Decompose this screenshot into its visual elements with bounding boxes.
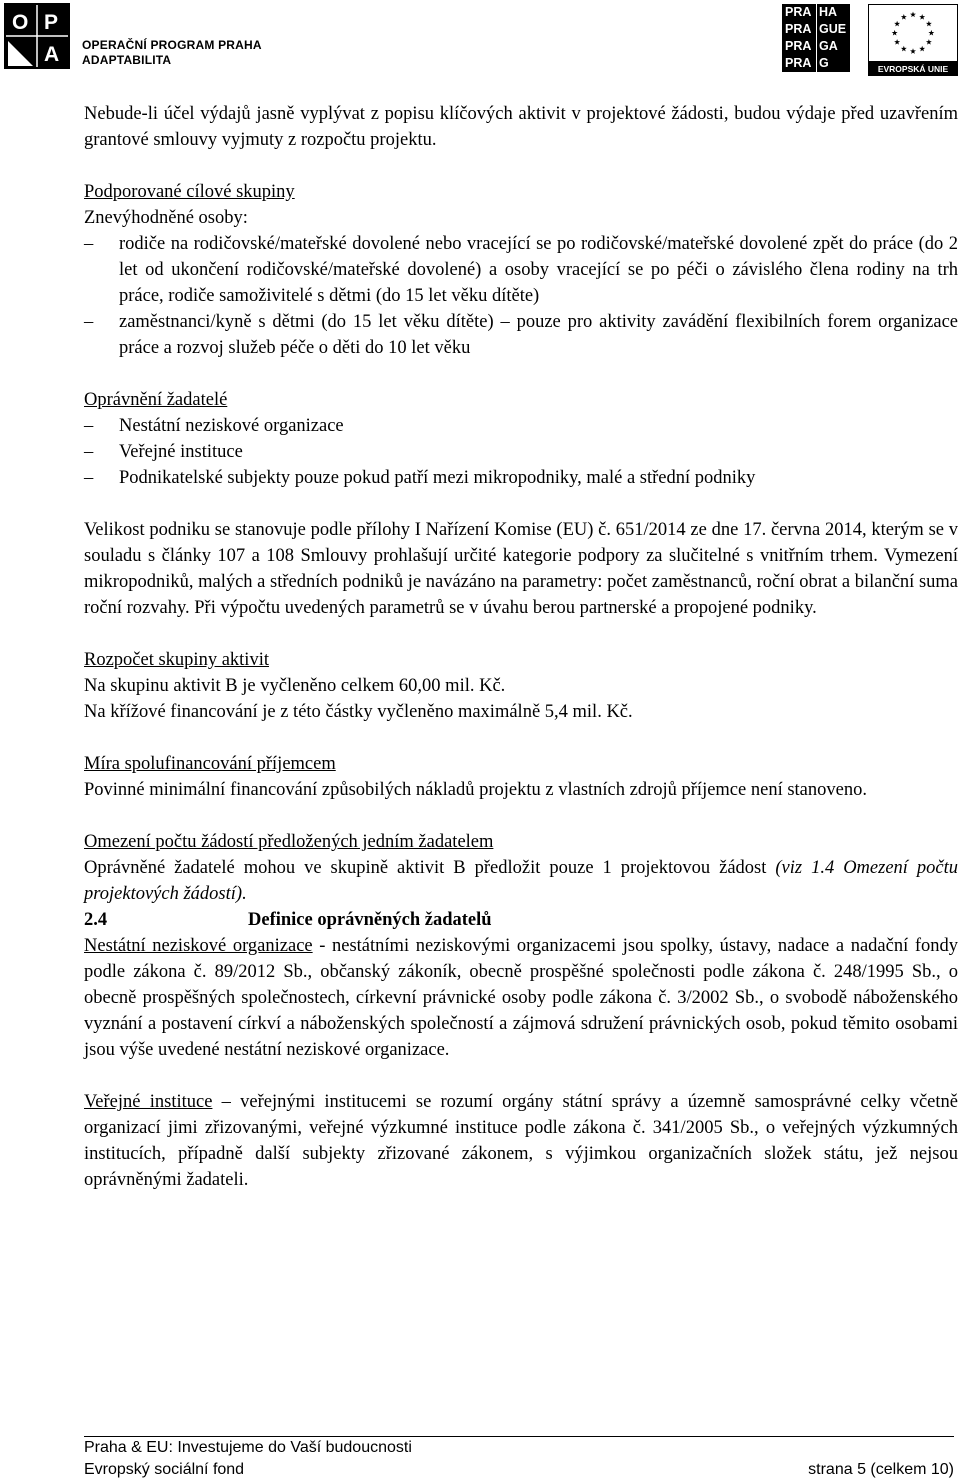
list-item: – Podnikatelské subjekty pouze pokud patří mezi mikropodniky, malé a střední podniky (84, 468, 756, 488)
footer-line-2: Evropský sociální fond (84, 1461, 245, 1478)
budget-heading: Rozpočet skupiny aktivit (84, 650, 269, 670)
ngo-term: Nestátní neziskové organizace (84, 936, 313, 956)
page-number: strana 5 (celkem 10) (808, 1461, 954, 1478)
section-heading (84, 907, 958, 933)
prague-cell: PRA (785, 56, 812, 70)
prague-cell: G (819, 56, 829, 70)
list-item: – Veřejné instituce (84, 442, 243, 462)
target-groups-heading: Podporované cílové skupiny (84, 182, 295, 202)
eu-label: EVROPSKÁ UNIE (868, 62, 958, 76)
list-item: – Nestátní neziskové organizace (84, 416, 344, 436)
list-item: – rodiče na rodičovské/mateřské dovolené nebo vracející se po rodičovské/mateřské dovolené zpět do práce (do 2 let od ukončení rodičovské/mateřské dovolené) a osoby vracející se po péči o závislého člena rodiny na trh práce, rodiče samoživitelé s dětmi (do 15 let věku dítěte) (84, 234, 958, 306)
budget-line-2: Na křížové financování je z této částky vyčleněno maximálně 5,4 mil. Kč. (84, 702, 633, 722)
page-header (0, 0, 960, 80)
applicant-item-3: Podnikatelské subjekty pouze pokud patří mezi mikropodniky, malé a střední podniky (119, 468, 756, 488)
logo-letter-4: A (44, 43, 60, 66)
cofinancing-paragraph: Povinné minimální financování způsobilých nákladů projektu z vlastních zdrojů příjemce není stanoveno. (84, 780, 867, 800)
page-footer (84, 1436, 954, 1481)
logo-letter-1: O (12, 11, 29, 34)
prague-cell: PRA (785, 5, 812, 19)
public-definition (84, 1089, 958, 1193)
prague-cell: GA (819, 39, 838, 53)
program-line-1: OPERAČNÍ PROGRAM PRAHA (82, 38, 262, 52)
ngo-definition (84, 933, 958, 1063)
applicants-heading: Oprávnění žadatelé (84, 390, 228, 410)
applicant-item-2: Veřejné instituce (119, 442, 243, 462)
public-term: Veřejné instituce (84, 1092, 213, 1112)
prague-cell: PRA (785, 39, 812, 53)
eu-logo (868, 4, 958, 74)
prague-cell: GUE (819, 22, 847, 36)
target-item-1: rodiče na rodičovské/mateřské dovolené nebo vracející se po rodičovské/mateřské dovolené zpět do práce (do 2 let od ukončení rodičovské/mateřské dovolené) a osoby vracející se po péči o závislého člena rodiny na trh práce, rodiče samoživitelé s dětmi (do 15 let věku dítěte) (119, 234, 958, 306)
paragraph-expenses: Nebude-li účel výdajů jasně vyplývat z popisu klíčových aktivit v projektové žádosti, budou výdaje před uzavřením grantové smlouvy vyjmuty z rozpočtu projektu. (84, 104, 958, 150)
section-title: Definice oprávněných žadatelů (248, 910, 492, 930)
program-name (82, 38, 262, 68)
program-line-2: ADAPTABILITA (82, 53, 172, 67)
limit-reference: (viz 1.4 Omezení počtu projektových žádostí). (84, 858, 959, 904)
opp-logo (4, 3, 70, 69)
limit-text: Oprávněné žadatelé mohou ve skupině aktivit B předložit pouze 1 projektovou žádost (84, 858, 767, 878)
cofinancing-heading: Míra spolufinancování příjemcem (84, 754, 336, 774)
limit-heading: Omezení počtu žádostí předložených jedním žadatelem (84, 832, 494, 852)
footer-line-1: Praha & EU: Investujeme do Vaší budoucnosti (84, 1439, 412, 1456)
document-body (84, 101, 958, 1193)
applicant-item-1: Nestátní neziskové organizace (119, 416, 344, 436)
ngo-text: - nestátními neziskovými organizacemi jsou spolky, ústavy, nadace a nadační fondy podle zákona č. 89/2012 Sb., občanský zákoník, obecně prospěšné společnosti podle zákona č. 248/1995 Sb., o obecně prospěšných společnostech, církevní právnické osoby podle zákona č. 3/2002 Sb., o svobodě náboženského vyznání a postavení církví a náboženských společností a zájmová sdružení právnických osob, pokud těmito osobami jsou výše uvedené nestátní neziskové organizace. (84, 936, 958, 1060)
logo-letter-2: P (44, 11, 59, 34)
limit-paragraph (84, 855, 958, 907)
list-item: – zaměstnanci/kyně s dětmi (do 15 let věku dítěte) – pouze pro aktivity zavádění flexibilních forem organizace práce a rozvoj služeb péče o děti do 10 let věku (84, 312, 958, 358)
target-item-2: zaměstnanci/kyně s dětmi (do 15 let věku dítěte) – pouze pro aktivity zavádění flexibilních forem organizace práce a rozvoj služeb péče o děti do 10 let věku (119, 312, 958, 358)
prague-cell: HA (819, 5, 838, 19)
eu-flag-icon (868, 4, 958, 62)
prague-logo (782, 4, 850, 72)
prague-cell: PRA (785, 22, 812, 36)
budget-line-1: Na skupinu aktivit B je vyčleněno celkem 60,00 mil. Kč. (84, 676, 506, 696)
public-text: – veřejnými institucemi se rozumí orgány státní správy a územně samosprávné celky včetně organizací jimi zřizovanými, veřejné výzkumné instituce podle zákona č. 341/2005 Sb., o veřejných výzkumných institucích, případně další subjekty zřizované zákonem, s výjimkou organizačních složek státu, jež nejsou oprávněnými žadateli. (84, 1092, 958, 1190)
target-groups-subheading: Znevýhodněné osoby: (84, 208, 248, 228)
section-number: 2.4 (84, 910, 108, 930)
company-size-paragraph: Velikost podniku se stanovuje podle přílohy I Nařízení Komise (EU) č. 651/2014 ze dne 17. června 2014, kterým se v souladu s články 107 a 108 Smlouvy prohlašují určité kategorie podpory za slučitelné s vnitřním trhem. Vymezení mikropodniků, malých a středních podniků je navázáno na parametry: počet zaměstnanců, roční obrat a bilanční suma roční rozvahy. Při výpočtu uvedených parametrů se v úvahu berou partnerské a propojené podniky. (84, 520, 958, 618)
